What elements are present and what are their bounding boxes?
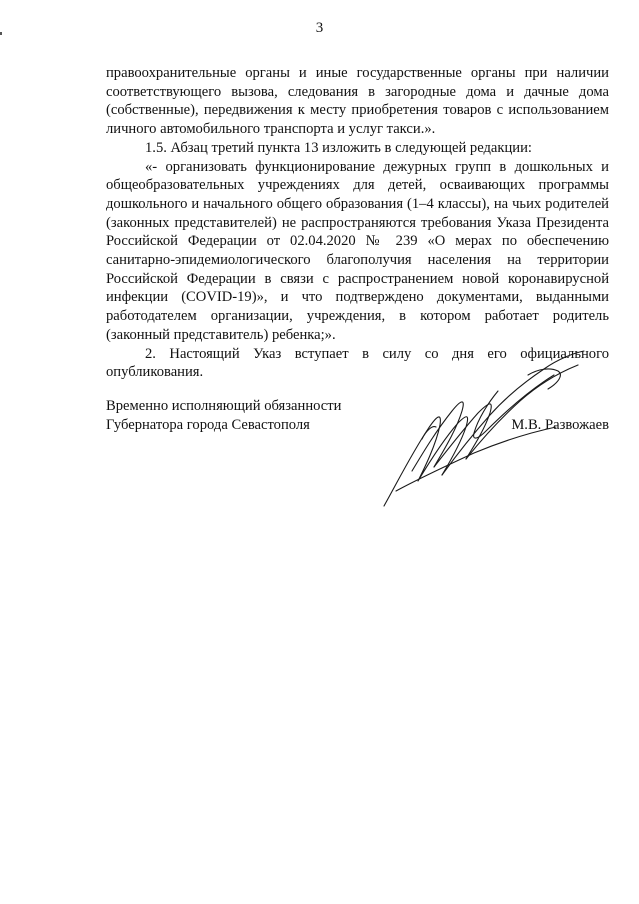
paragraph-quoted-text: «- организовать функционирование дежурных групп в дошкольных и общеобразовательных учреждениях для детей, осваивающих программы дошкольного и начального общего образования (1–4 классы), на чьих родителей (законных представителей) не распространяются требования Указа Президента Российской Федерации от 02.04.2020 № 239 «О мерах по обеспечению санитарно-эпидемиологического благополучия населения на территории Российской Федерации в связи с распространением новой коронавирусной инфекции (COVID-19)», и что подтверждено документами, выданными работодателем организации, учреждения, в котором работает родитель (законный представитель) ребенка;». — [106, 158, 609, 343]
signer-title-line-2: Губернатора города Севастополя — [106, 417, 310, 433]
paragraph-effective-date: 2. Настоящий Указ вступает в силу со дня его официального опубликования. — [106, 345, 609, 381]
paragraph-amendment-1-5: 1.5. Абзац третий пункта 13 изложить в следующей редакции: — [145, 139, 532, 156]
page-number: 3 — [315, 20, 324, 36]
signer-title — [106, 397, 341, 435]
signer-title-line-1: Временно исполняющий обязанности — [106, 398, 342, 414]
document-body — [106, 64, 609, 382]
signature-block — [106, 397, 609, 507]
signer-name: М.В. Развожаев — [511, 417, 609, 433]
paragraph-continuation: правоохранительные органы и иные государственные органы при наличии соответствующего вызова, следования в загородные дома и дачные дома (собственные), передвижения к месту приобретения товаров с использованием личного автомобильного транспорта и услуг такси.». — [106, 65, 609, 138]
